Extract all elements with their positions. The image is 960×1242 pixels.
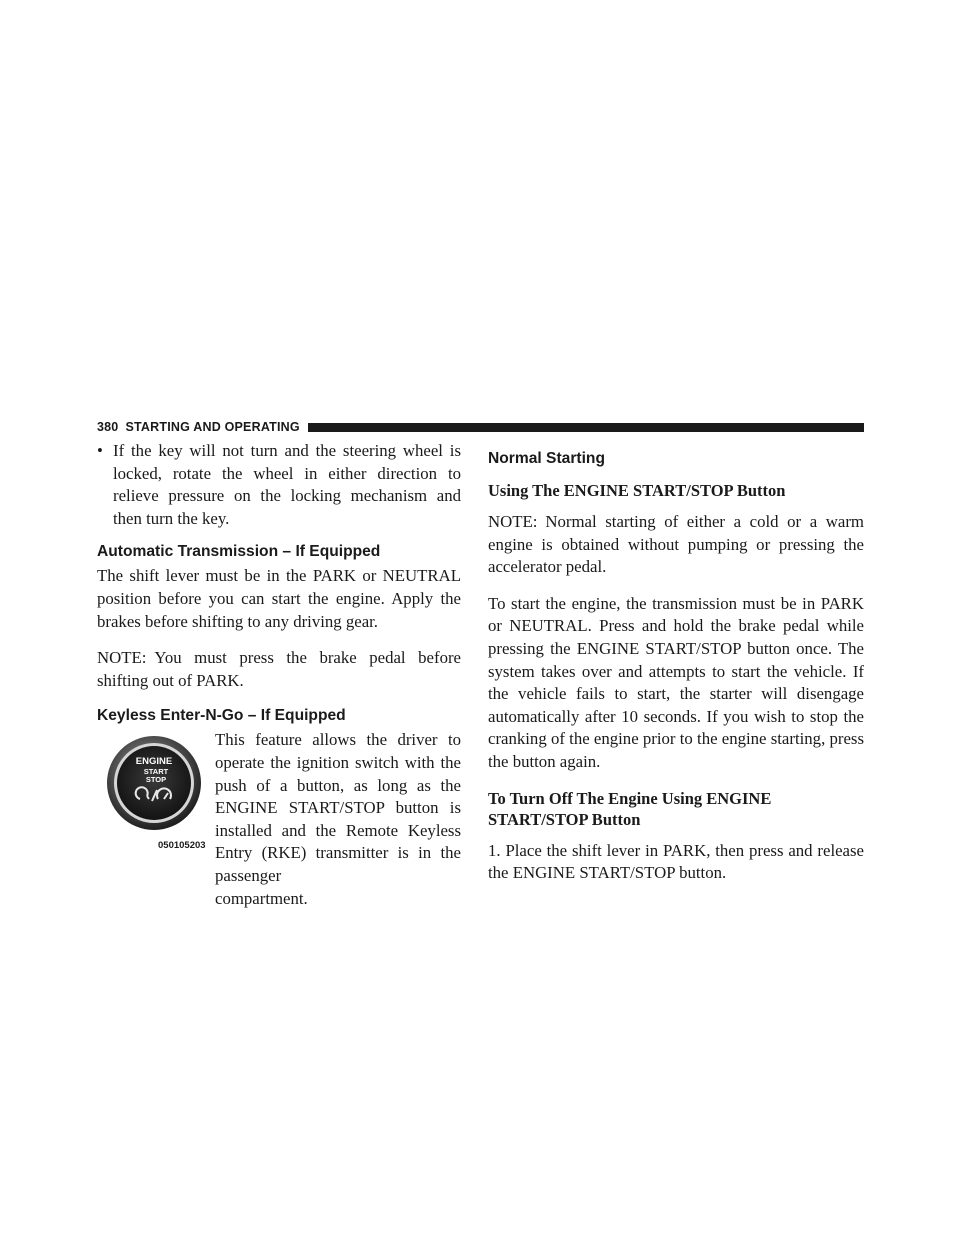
start-procedure-paragraph: To start the engine, the transmission must be in PARK or NEUTRAL. Press and hold the brake pedal while pressing the ENGINE START/STOP button once. The system takes over and attempts to start the vehicle. If the vehicle fails to start, the starter will disengage automatically after 10 seconds. If you wish to stop the cranking of the engine prior to the engine starting, press the button again. — [488, 593, 864, 771]
bullet-text: If the key will not turn and the steering wheel is locked, rotate the wheel in either direction to relieve pressure on the locking mechanism and then turn the key. — [113, 441, 461, 528]
automatic-transmission-note — [97, 647, 461, 692]
note-text: You must press the brake pedal before shifting out of PARK. — [97, 648, 461, 690]
using-engine-start-stop-heading: Using The ENGINE START/STOP Button — [488, 481, 786, 500]
normal-starting-note — [488, 511, 864, 579]
page-header — [97, 418, 864, 436]
section-title: STARTING AND OPERATING — [125, 420, 300, 434]
left-column — [97, 440, 461, 908]
turn-off-engine-heading: To Turn Off The Engine Using ENGINE START/STOP Button — [488, 788, 772, 829]
bullet-icon: • — [97, 441, 103, 460]
right-column — [488, 440, 864, 899]
keyless-enter-n-go-heading: Keyless Enter-N-Go – If Equipped — [97, 707, 346, 725]
bullet-item — [97, 440, 461, 530]
engine-start-stop-button-icon — [100, 733, 208, 837]
automatic-transmission-body: The shift lever must be in the PARK or NEUTRAL position before you can start the engine. Apply the brakes before shifting to any driving gear. — [97, 566, 461, 631]
note-label: NOTE: — [97, 648, 147, 668]
normal-starting-heading: Normal Starting — [488, 450, 605, 467]
automatic-transmission-heading: Automatic Transmission – If Equipped — [97, 543, 381, 561]
note-text: Normal starting of either a cold or a warm engine is obtained without pumping or pressing the accelerator pedal. — [488, 512, 864, 577]
button-label-start: START — [143, 767, 169, 777]
figure-id: 050105203 — [158, 840, 206, 852]
keyless-body-last: compartment. — [215, 888, 308, 908]
button-label-engine: ENGINE — [135, 756, 173, 768]
button-label-stop: STOP — [145, 775, 167, 785]
turn-off-step-1: 1. Place the shift lever in PARK, then press and release the ENGINE START/STOP button. — [488, 840, 864, 883]
note-label: NOTE: — [488, 512, 538, 531]
keyless-body-text: This feature allows the driver to operate the ignition switch with the push of a button, as long as the ENGINE START/STOP button is installed and the Remote Keyless Entry (RKE) transmitter is in the passenger — [215, 730, 461, 885]
header-rule — [308, 423, 864, 432]
page-number: 380 — [97, 420, 119, 434]
keyless-body — [215, 729, 461, 910]
engine-start-stop-button-figure — [100, 733, 208, 852]
keyless-feature — [97, 729, 461, 908]
